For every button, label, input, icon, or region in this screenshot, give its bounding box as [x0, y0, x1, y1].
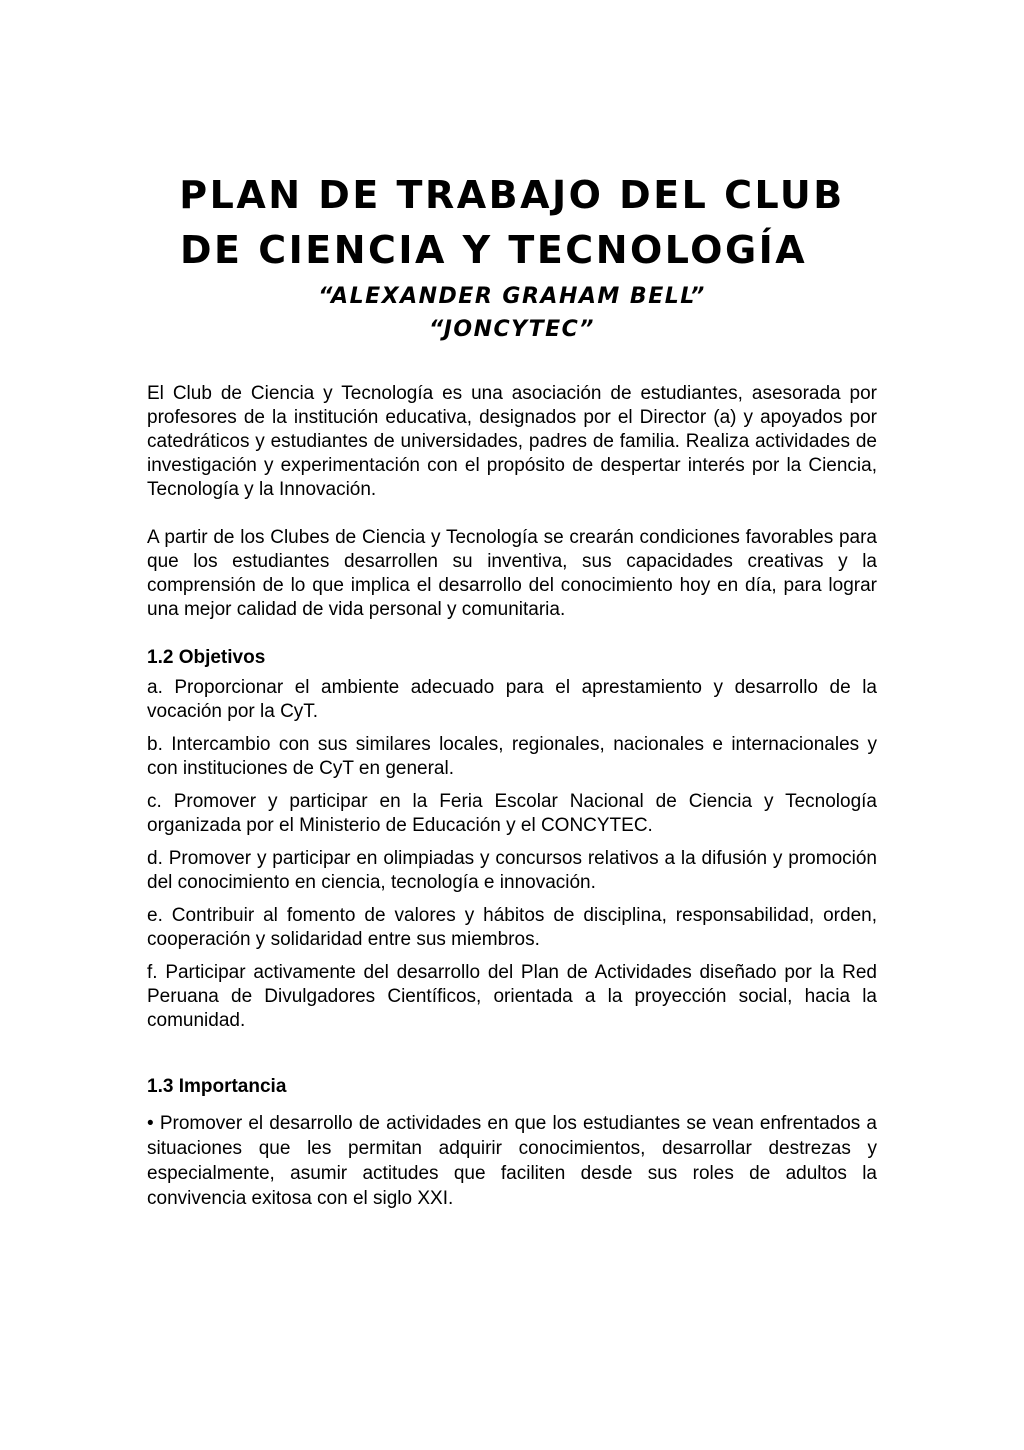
list-item: c. Promover y participar en la Feria Escolar Nacional de Ciencia y Tecnología organizada por el Ministerio de Educación y el CONCYTEC.	[147, 791, 877, 836]
intro-paragraph: A partir de los Clubes de Ciencia y Tecnología se crearán condiciones favorables para que los estudiantes desarrollen su inventiva, sus capacidades creativas y la comprensión de lo que implica el desarrollo del conocimiento hoy en día, para lograr una mejor calidad de vida personal y comunitaria.	[147, 527, 877, 620]
club-name-subtitle: “ALEXANDER GRAHAM BELL”	[318, 284, 706, 309]
club-acronym-subtitle: “JONCYTEC”	[429, 317, 595, 342]
list-item: e. Contribuir al fomento de valores y hábitos de disciplina, responsabilidad, orden, cooperación y solidaridad entre sus miembros.	[147, 905, 877, 950]
document-title-line-2: DE CIENCIA Y TECNOLOGÍA	[180, 228, 808, 272]
importance-heading: 1.3 Importancia	[147, 1076, 287, 1097]
list-item: a. Proporcionar el ambiente adecuado para el aprestamiento y desarrollo de la vocación por la CyT.	[147, 677, 877, 722]
title-block	[146, 168, 878, 346]
objectives-list	[147, 676, 877, 1033]
document-body	[147, 382, 877, 1211]
objectives-heading: 1.2 Objetivos	[147, 647, 266, 668]
list-item: b. Intercambio con sus similares locales, regionales, nacionales e internacionales y con instituciones de CyT en general.	[147, 734, 877, 779]
list-item: f. Participar activamente del desarrollo del Plan de Actividades diseñado por la Red Peruana de Divulgadores Científicos, orientada a la proyección social, hacia la comunidad.	[147, 962, 877, 1031]
intro-paragraph: El Club de Ciencia y Tecnología es una asociación de estudiantes, asesorada por profesores de la institución educativa, designados por el Director (a) y apoyados por catedráticos y estudiantes de universidades, padres de familia. Realiza actividades de investigación y experimentación con el propósito de despertar interés por la Ciencia, Tecnología y la Innovación.	[147, 383, 877, 500]
importance-bullet-item: • Promover el desarrollo de actividades en que los estudiantes se vean enfrentados a situaciones que les permitan adquirir conocimientos, desarrollar destrezas y especialmente, asumir actitudes que faciliten desde sus roles de adultos la convivencia exitosa con el siglo XXI.	[147, 1113, 877, 1209]
list-item: d. Promover y participar en olimpiadas y concursos relativos a la difusión y promoción del conocimiento en ciencia, tecnología e innovación.	[147, 848, 877, 893]
document-title-line-1: PLAN DE TRABAJO DEL CLUB	[179, 173, 845, 217]
